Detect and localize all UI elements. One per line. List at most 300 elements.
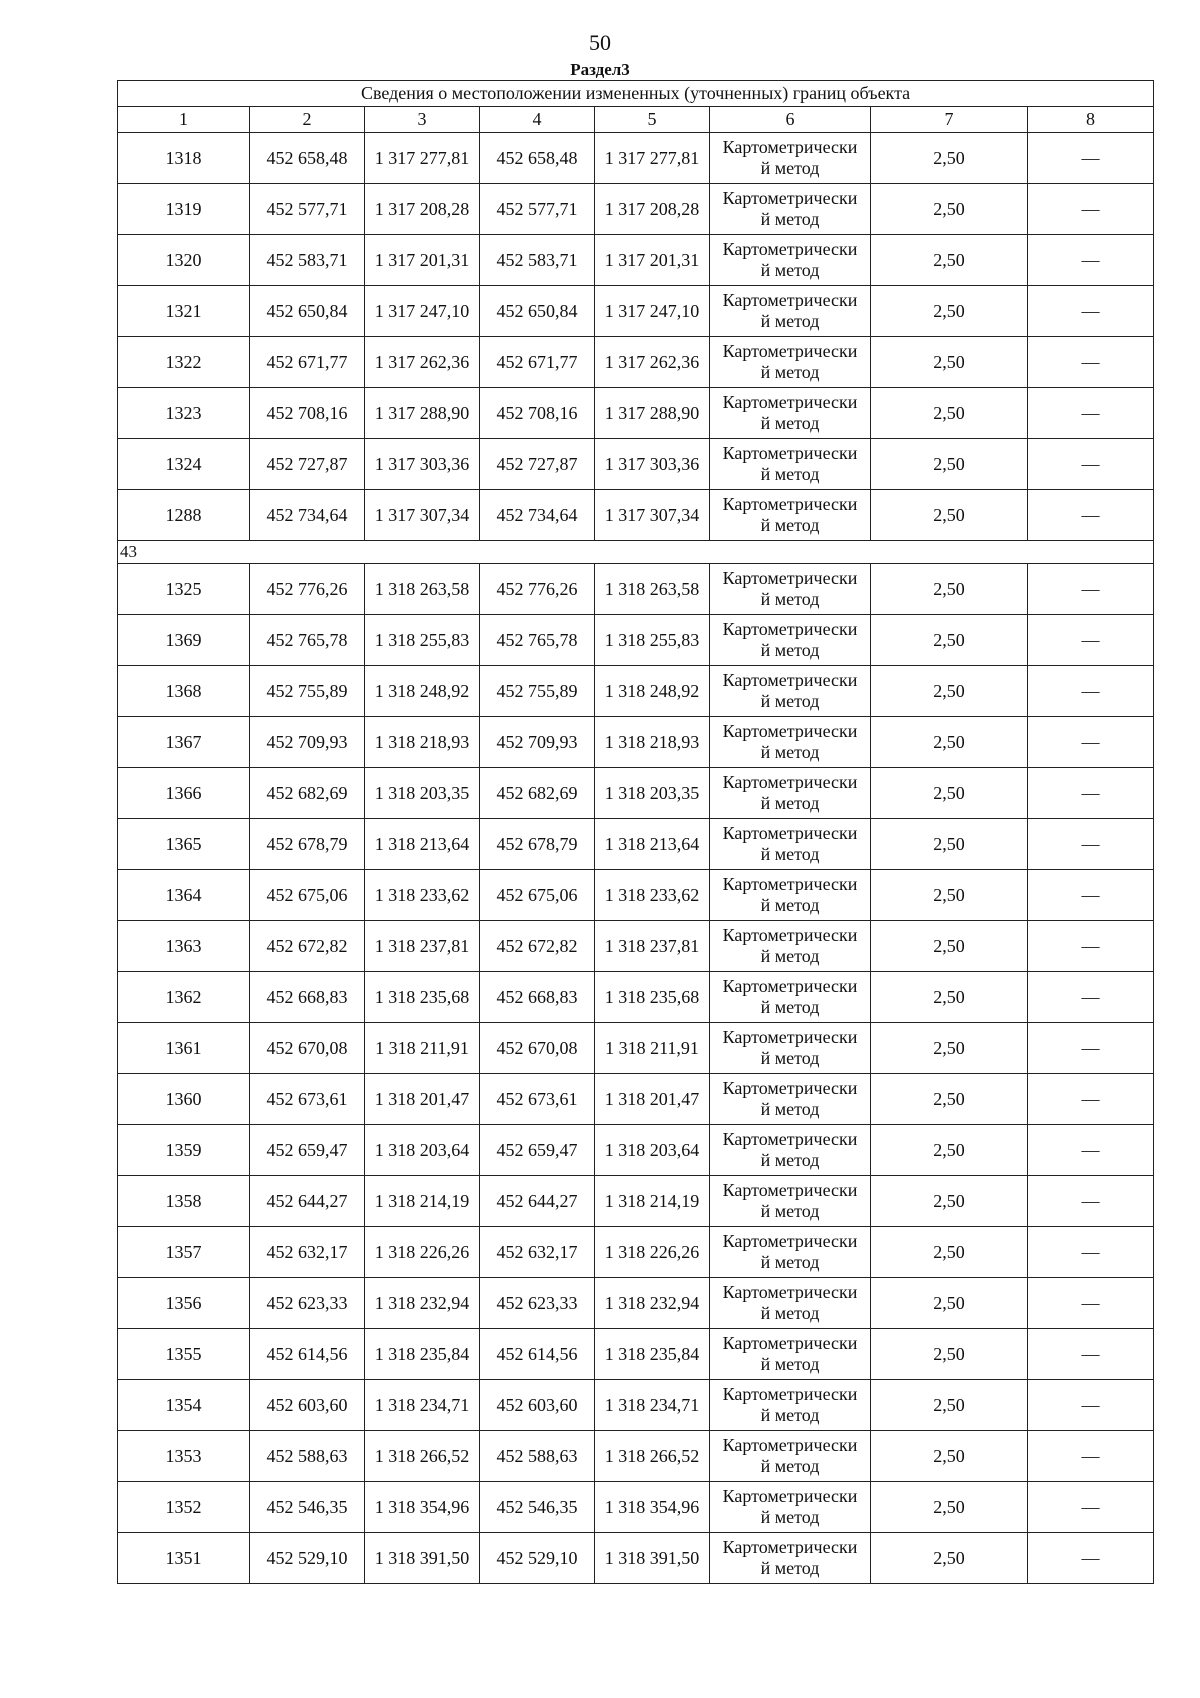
y-new-cell: 1 317 201,31: [595, 235, 710, 286]
y-old-cell: 1 318 218,93: [365, 717, 480, 768]
method-cell: [710, 1533, 871, 1584]
point-number-cell: 1358: [118, 1176, 250, 1227]
description-cell: —: [1028, 1431, 1154, 1482]
x-new-cell: 452 675,06: [480, 870, 595, 921]
description-cell: —: [1028, 615, 1154, 666]
x-old-cell: 452 588,63: [250, 1431, 365, 1482]
method-cell: [710, 819, 871, 870]
method-cell: [710, 615, 871, 666]
y-old-cell: 1 318 201,47: [365, 1074, 480, 1125]
y-old-cell: 1 318 235,84: [365, 1329, 480, 1380]
y-old-cell: 1 318 203,35: [365, 768, 480, 819]
method-line: Картометрически: [722, 290, 858, 310]
method-line: й метод: [760, 1354, 820, 1374]
point-number-cell: 1352: [118, 1482, 250, 1533]
method-line: Картометрически: [722, 1537, 858, 1557]
method-cell: [710, 972, 871, 1023]
table-row: [118, 1278, 1154, 1329]
point-number-cell: 1322: [118, 337, 250, 388]
y-old-cell: 1 318 213,64: [365, 819, 480, 870]
description-cell: —: [1028, 490, 1154, 541]
x-old-cell: 452 546,35: [250, 1482, 365, 1533]
x-old-cell: 452 708,16: [250, 388, 365, 439]
table-row: [118, 1533, 1154, 1584]
column-header: 7: [871, 107, 1028, 133]
description-cell: —: [1028, 1533, 1154, 1584]
x-old-cell: 452 583,71: [250, 235, 365, 286]
method-line: й метод: [760, 946, 820, 966]
x-old-cell: 452 765,78: [250, 615, 365, 666]
column-header: 3: [365, 107, 480, 133]
y-new-cell: 1 318 211,91: [595, 1023, 710, 1074]
description-cell: —: [1028, 666, 1154, 717]
x-old-cell: 452 755,89: [250, 666, 365, 717]
method-cell: [710, 1125, 871, 1176]
point-number-cell: 1369: [118, 615, 250, 666]
method-cell: [710, 1329, 871, 1380]
y-new-cell: 1 317 277,81: [595, 133, 710, 184]
x-old-cell: 452 727,87: [250, 439, 365, 490]
table-row: [118, 1431, 1154, 1482]
description-cell: —: [1028, 235, 1154, 286]
table-row: [118, 1380, 1154, 1431]
description-cell: —: [1028, 184, 1154, 235]
table-row: [118, 490, 1154, 541]
y-new-cell: 1 318 263,58: [595, 564, 710, 615]
y-new-cell: 1 318 234,71: [595, 1380, 710, 1431]
method-line: й метод: [760, 895, 820, 915]
x-old-cell: 452 529,10: [250, 1533, 365, 1584]
method-line: й метод: [760, 1048, 820, 1068]
y-new-cell: 1 318 203,64: [595, 1125, 710, 1176]
table-row: [118, 564, 1154, 615]
y-old-cell: 1 318 214,19: [365, 1176, 480, 1227]
point-number-cell: 1360: [118, 1074, 250, 1125]
y-new-cell: 1 318 226,26: [595, 1227, 710, 1278]
method-cell: [710, 1023, 871, 1074]
y-new-cell: 1 318 213,64: [595, 819, 710, 870]
description-cell: —: [1028, 564, 1154, 615]
method-line: Картометрически: [722, 568, 858, 588]
method-cell: [710, 1380, 871, 1431]
x-old-cell: 452 776,26: [250, 564, 365, 615]
x-new-cell: 452 682,69: [480, 768, 595, 819]
description-cell: —: [1028, 133, 1154, 184]
x-new-cell: 452 614,56: [480, 1329, 595, 1380]
method-line: й метод: [760, 997, 820, 1017]
y-old-cell: 1 318 391,50: [365, 1533, 480, 1584]
table-row: [118, 235, 1154, 286]
table-row: [118, 184, 1154, 235]
precision-cell: 2,50: [871, 972, 1028, 1023]
y-new-cell: 1 318 201,47: [595, 1074, 710, 1125]
method-line: Картометрически: [722, 976, 858, 996]
precision-cell: 2,50: [871, 921, 1028, 972]
description-cell: —: [1028, 1176, 1154, 1227]
y-new-cell: 1 318 391,50: [595, 1533, 710, 1584]
table-caption-row: [118, 81, 1154, 107]
x-new-cell: 452 734,64: [480, 490, 595, 541]
x-new-cell: 452 670,08: [480, 1023, 595, 1074]
x-new-cell: 452 577,71: [480, 184, 595, 235]
description-cell: —: [1028, 1278, 1154, 1329]
precision-cell: 2,50: [871, 717, 1028, 768]
table-row: [118, 819, 1154, 870]
method-line: й метод: [760, 742, 820, 762]
group-row: [118, 541, 1154, 564]
x-new-cell: 452 672,82: [480, 921, 595, 972]
column-header: 2: [250, 107, 365, 133]
precision-cell: 2,50: [871, 1074, 1028, 1125]
x-new-cell: 452 658,48: [480, 133, 595, 184]
x-new-cell: 452 623,33: [480, 1278, 595, 1329]
x-new-cell: 452 709,93: [480, 717, 595, 768]
description-cell: —: [1028, 768, 1154, 819]
x-new-cell: 452 650,84: [480, 286, 595, 337]
point-number-cell: 1363: [118, 921, 250, 972]
point-number-cell: 1320: [118, 235, 250, 286]
y-old-cell: 1 317 247,10: [365, 286, 480, 337]
y-old-cell: 1 318 233,62: [365, 870, 480, 921]
precision-cell: 2,50: [871, 1380, 1028, 1431]
x-old-cell: 452 658,48: [250, 133, 365, 184]
x-old-cell: 452 603,60: [250, 1380, 365, 1431]
x-new-cell: 452 546,35: [480, 1482, 595, 1533]
y-old-cell: 1 318 237,81: [365, 921, 480, 972]
x-old-cell: 452 623,33: [250, 1278, 365, 1329]
method-line: й метод: [760, 515, 820, 535]
precision-cell: 2,50: [871, 564, 1028, 615]
method-line: й метод: [760, 1507, 820, 1527]
table-row: [118, 1125, 1154, 1176]
table-row: [118, 1074, 1154, 1125]
y-old-cell: 1 318 232,94: [365, 1278, 480, 1329]
column-header: 6: [710, 107, 871, 133]
y-old-cell: 1 318 234,71: [365, 1380, 480, 1431]
table-row: [118, 388, 1154, 439]
y-old-cell: 1 318 211,91: [365, 1023, 480, 1074]
y-new-cell: 1 318 218,93: [595, 717, 710, 768]
table-row: [118, 286, 1154, 337]
group-label: 43: [118, 541, 1154, 564]
point-number-cell: 1366: [118, 768, 250, 819]
x-new-cell: 452 603,60: [480, 1380, 595, 1431]
table-row: [118, 717, 1154, 768]
method-line: Картометрически: [722, 1333, 858, 1353]
point-number-cell: 1355: [118, 1329, 250, 1380]
y-new-cell: 1 318 214,19: [595, 1176, 710, 1227]
x-new-cell: 452 632,17: [480, 1227, 595, 1278]
method-cell: [710, 235, 871, 286]
table-caption: Сведения о местоположении измененных (уточненных) границ объекта: [118, 81, 1154, 107]
precision-cell: 2,50: [871, 1227, 1028, 1278]
method-line: Картометрически: [722, 1027, 858, 1047]
method-line: Картометрически: [722, 443, 858, 463]
method-cell: [710, 388, 871, 439]
y-new-cell: 1 318 235,68: [595, 972, 710, 1023]
x-new-cell: 452 671,77: [480, 337, 595, 388]
table-row: [118, 1023, 1154, 1074]
method-cell: [710, 921, 871, 972]
point-number-cell: 1324: [118, 439, 250, 490]
description-cell: —: [1028, 1074, 1154, 1125]
method-line: Картометрически: [722, 772, 858, 792]
method-line: й метод: [760, 209, 820, 229]
description-cell: —: [1028, 439, 1154, 490]
method-line: й метод: [760, 158, 820, 178]
point-number-cell: 1319: [118, 184, 250, 235]
table-row: [118, 1176, 1154, 1227]
method-line: й метод: [760, 691, 820, 711]
method-cell: [710, 133, 871, 184]
method-cell: [710, 1482, 871, 1533]
precision-cell: 2,50: [871, 133, 1028, 184]
point-number-cell: 1325: [118, 564, 250, 615]
method-line: Картометрически: [722, 239, 858, 259]
precision-cell: 2,50: [871, 1482, 1028, 1533]
method-cell: [710, 1074, 871, 1125]
method-line: й метод: [760, 362, 820, 382]
description-cell: —: [1028, 1380, 1154, 1431]
method-cell: [710, 768, 871, 819]
method-line: Картометрически: [722, 1435, 858, 1455]
method-line: Картометрически: [722, 188, 858, 208]
y-old-cell: 1 318 235,68: [365, 972, 480, 1023]
x-old-cell: 452 668,83: [250, 972, 365, 1023]
method-cell: [710, 1176, 871, 1227]
method-line: Картометрически: [722, 823, 858, 843]
x-new-cell: 452 529,10: [480, 1533, 595, 1584]
x-new-cell: 452 588,63: [480, 1431, 595, 1482]
y-new-cell: 1 318 354,96: [595, 1482, 710, 1533]
method-line: й метод: [760, 793, 820, 813]
point-number-cell: 1288: [118, 490, 250, 541]
y-old-cell: 1 317 303,36: [365, 439, 480, 490]
x-new-cell: 452 776,26: [480, 564, 595, 615]
method-cell: [710, 439, 871, 490]
y-new-cell: 1 318 235,84: [595, 1329, 710, 1380]
y-new-cell: 1 318 237,81: [595, 921, 710, 972]
point-number-cell: 1353: [118, 1431, 250, 1482]
column-header: 4: [480, 107, 595, 133]
x-new-cell: 452 673,61: [480, 1074, 595, 1125]
y-new-cell: 1 318 255,83: [595, 615, 710, 666]
page-number: 50: [589, 30, 611, 55]
method-line: й метод: [760, 1456, 820, 1476]
method-line: й метод: [760, 1099, 820, 1119]
method-line: Картометрически: [722, 619, 858, 639]
method-line: Картометрически: [722, 392, 858, 412]
point-number-cell: 1356: [118, 1278, 250, 1329]
description-cell: —: [1028, 972, 1154, 1023]
method-line: й метод: [760, 1558, 820, 1578]
description-cell: —: [1028, 819, 1154, 870]
x-old-cell: 452 671,77: [250, 337, 365, 388]
y-new-cell: 1 317 307,34: [595, 490, 710, 541]
x-old-cell: 452 614,56: [250, 1329, 365, 1380]
table-row: [118, 870, 1154, 921]
x-old-cell: 452 644,27: [250, 1176, 365, 1227]
y-new-cell: 1 318 203,35: [595, 768, 710, 819]
table-row: [118, 439, 1154, 490]
point-number-cell: 1323: [118, 388, 250, 439]
method-cell: [710, 870, 871, 921]
description-cell: —: [1028, 337, 1154, 388]
precision-cell: 2,50: [871, 184, 1028, 235]
table-row: [118, 133, 1154, 184]
y-new-cell: 1 318 248,92: [595, 666, 710, 717]
method-cell: [710, 564, 871, 615]
table-row: [118, 768, 1154, 819]
point-number-cell: 1367: [118, 717, 250, 768]
method-line: й метод: [760, 1303, 820, 1323]
x-old-cell: 452 678,79: [250, 819, 365, 870]
method-cell: [710, 666, 871, 717]
x-old-cell: 452 659,47: [250, 1125, 365, 1176]
y-old-cell: 1 318 354,96: [365, 1482, 480, 1533]
method-line: Картометрически: [722, 1384, 858, 1404]
method-cell: [710, 1278, 871, 1329]
point-number-cell: 1359: [118, 1125, 250, 1176]
x-new-cell: 452 708,16: [480, 388, 595, 439]
description-cell: —: [1028, 1125, 1154, 1176]
method-line: й метод: [760, 844, 820, 864]
method-line: й метод: [760, 413, 820, 433]
y-old-cell: 1 318 203,64: [365, 1125, 480, 1176]
precision-cell: 2,50: [871, 1431, 1028, 1482]
y-old-cell: 1 317 277,81: [365, 133, 480, 184]
precision-cell: 2,50: [871, 1329, 1028, 1380]
description-cell: —: [1028, 1329, 1154, 1380]
y-old-cell: 1 317 307,34: [365, 490, 480, 541]
precision-cell: 2,50: [871, 286, 1028, 337]
method-line: й метод: [760, 260, 820, 280]
point-number-cell: 1354: [118, 1380, 250, 1431]
method-line: й метод: [760, 1150, 820, 1170]
x-old-cell: 452 650,84: [250, 286, 365, 337]
point-number-cell: 1318: [118, 133, 250, 184]
column-header: 8: [1028, 107, 1154, 133]
method-line: Картометрически: [722, 925, 858, 945]
method-line: Картометрически: [722, 341, 858, 361]
y-new-cell: 1 317 208,28: [595, 184, 710, 235]
description-cell: —: [1028, 1227, 1154, 1278]
method-cell: [710, 1227, 871, 1278]
description-cell: —: [1028, 1482, 1154, 1533]
precision-cell: 2,50: [871, 490, 1028, 541]
y-new-cell: 1 318 266,52: [595, 1431, 710, 1482]
y-new-cell: 1 317 303,36: [595, 439, 710, 490]
precision-cell: 2,50: [871, 1125, 1028, 1176]
method-cell: [710, 286, 871, 337]
x-new-cell: 452 668,83: [480, 972, 595, 1023]
y-old-cell: 1 318 266,52: [365, 1431, 480, 1482]
section-title: Раздел3: [570, 60, 630, 79]
x-new-cell: 452 765,78: [480, 615, 595, 666]
method-line: й метод: [760, 311, 820, 331]
table-row: [118, 972, 1154, 1023]
point-number-cell: 1364: [118, 870, 250, 921]
table-row: [118, 1227, 1154, 1278]
y-old-cell: 1 317 201,31: [365, 235, 480, 286]
method-cell: [710, 184, 871, 235]
x-new-cell: 452 678,79: [480, 819, 595, 870]
precision-cell: 2,50: [871, 1023, 1028, 1074]
method-line: Картометрически: [722, 1231, 858, 1251]
y-new-cell: 1 317 247,10: [595, 286, 710, 337]
precision-cell: 2,50: [871, 439, 1028, 490]
x-new-cell: 452 659,47: [480, 1125, 595, 1176]
method-line: й метод: [760, 640, 820, 660]
table-body: [118, 133, 1154, 1584]
y-new-cell: 1 317 262,36: [595, 337, 710, 388]
point-number-cell: 1357: [118, 1227, 250, 1278]
x-old-cell: 452 675,06: [250, 870, 365, 921]
method-line: Картометрически: [722, 1486, 858, 1506]
precision-cell: 2,50: [871, 615, 1028, 666]
method-line: й метод: [760, 1201, 820, 1221]
method-cell: [710, 717, 871, 768]
y-new-cell: 1 318 233,62: [595, 870, 710, 921]
y-old-cell: 1 318 255,83: [365, 615, 480, 666]
x-new-cell: 452 727,87: [480, 439, 595, 490]
table-row: [118, 615, 1154, 666]
method-line: Картометрически: [722, 670, 858, 690]
precision-cell: 2,50: [871, 1533, 1028, 1584]
y-new-cell: 1 317 288,90: [595, 388, 710, 439]
method-cell: [710, 1431, 871, 1482]
method-line: й метод: [760, 1405, 820, 1425]
method-line: й метод: [760, 1252, 820, 1272]
precision-cell: 2,50: [871, 337, 1028, 388]
y-old-cell: 1 317 208,28: [365, 184, 480, 235]
x-new-cell: 452 644,27: [480, 1176, 595, 1227]
table-row: [118, 1482, 1154, 1533]
method-line: Картометрически: [722, 1078, 858, 1098]
description-cell: —: [1028, 388, 1154, 439]
point-number-cell: 1361: [118, 1023, 250, 1074]
precision-cell: 2,50: [871, 768, 1028, 819]
method-line: й метод: [760, 589, 820, 609]
description-cell: —: [1028, 286, 1154, 337]
table-row: [118, 921, 1154, 972]
table-row: [118, 337, 1154, 388]
point-number-cell: 1321: [118, 286, 250, 337]
x-old-cell: 452 672,82: [250, 921, 365, 972]
column-header: 5: [595, 107, 710, 133]
x-old-cell: 452 673,61: [250, 1074, 365, 1125]
x-old-cell: 452 577,71: [250, 184, 365, 235]
x-old-cell: 452 670,08: [250, 1023, 365, 1074]
precision-cell: 2,50: [871, 870, 1028, 921]
table-row: [118, 666, 1154, 717]
y-old-cell: 1 318 248,92: [365, 666, 480, 717]
column-header: 1: [118, 107, 250, 133]
precision-cell: 2,50: [871, 819, 1028, 870]
precision-cell: 2,50: [871, 666, 1028, 717]
description-cell: —: [1028, 1023, 1154, 1074]
precision-cell: 2,50: [871, 1176, 1028, 1227]
method-line: Картометрически: [722, 874, 858, 894]
y-old-cell: 1 318 263,58: [365, 564, 480, 615]
x-new-cell: 452 755,89: [480, 666, 595, 717]
y-old-cell: 1 318 226,26: [365, 1227, 480, 1278]
column-header-row: [118, 107, 1154, 133]
method-line: Картометрически: [722, 721, 858, 741]
coordinates-table: [117, 80, 1154, 1584]
description-cell: —: [1028, 921, 1154, 972]
table-row: [118, 1329, 1154, 1380]
